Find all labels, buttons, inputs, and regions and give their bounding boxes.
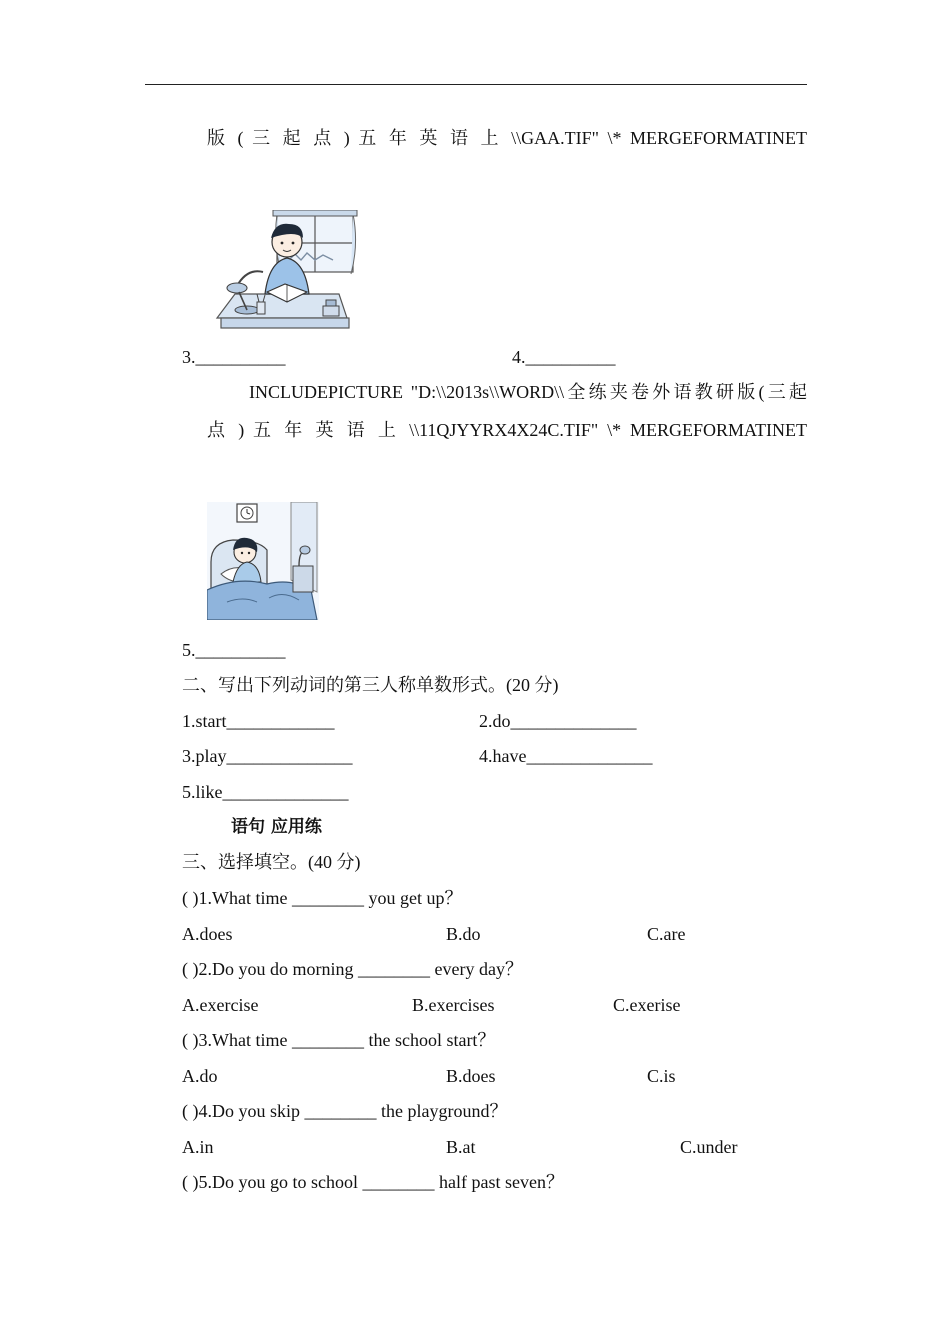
q4-option-a: A.in (182, 1137, 214, 1157)
question-5: ( )5.Do you go to school ________ half past seven？ (182, 1172, 564, 1192)
field-code-line: 版 ( 三 起 点 ) 五 年 英 语 上 \\GAA.TIF" \* MERGEFORMATINET (207, 128, 807, 148)
q4-option-b: B.at (446, 1137, 476, 1157)
q1-option-c: C.are (647, 924, 686, 944)
verb-item-4: 4.have______________ (479, 746, 653, 766)
q2-option-c: C.exerise (613, 995, 681, 1015)
section-2-title: 二、写出下列动词的第三人称单数形式。(20 分) (182, 675, 559, 695)
question-1: ( )1.What time ________ you get up？ (182, 888, 463, 908)
question-3: ( )3.What time ________ the school start？ (182, 1030, 496, 1050)
boy-studying-illustration (207, 210, 359, 336)
header-rule (145, 84, 807, 85)
verb-item-1: 1.start____________ (182, 711, 335, 731)
q3-option-b: B.does (446, 1066, 496, 1086)
boy-waking-up-illustration (207, 502, 319, 620)
subheading: 语句 应用练 (231, 817, 322, 837)
q3-option-c: C.is (647, 1066, 676, 1086)
q3-option-a: A.do (182, 1066, 218, 1086)
answer-blank-5: 5.__________ (182, 640, 286, 660)
answer-blank-3: 3.__________ (182, 347, 286, 367)
question-2: ( )2.Do you do morning ________ every day？ (182, 959, 523, 979)
q2-option-b: B.exercises (412, 995, 495, 1015)
field-code-line: INCLUDEPICTURE "D:\\2013s\\WORD\\全练夹卷外语教研版(三起 (249, 382, 807, 402)
q2-option-a: A.exercise (182, 995, 259, 1015)
q1-option-b: B.do (446, 924, 481, 944)
answer-blank-4: 4.__________ (512, 347, 616, 367)
section-3-title: 三、选择填空。(40 分) (182, 852, 361, 872)
verb-item-2: 2.do______________ (479, 711, 637, 731)
question-4: ( )4.Do you skip ________ the playground？ (182, 1101, 508, 1121)
verb-item-3: 3.play______________ (182, 746, 353, 766)
q4-option-c: C.under (680, 1137, 738, 1157)
field-code-line: 点 ) 五 年 英 语 上 \\11QJYYRX4X24C.TIF" \* MERGEFORMATINET (207, 420, 807, 440)
verb-item-5: 5.like______________ (182, 782, 349, 802)
q1-option-a: A.does (182, 924, 233, 944)
